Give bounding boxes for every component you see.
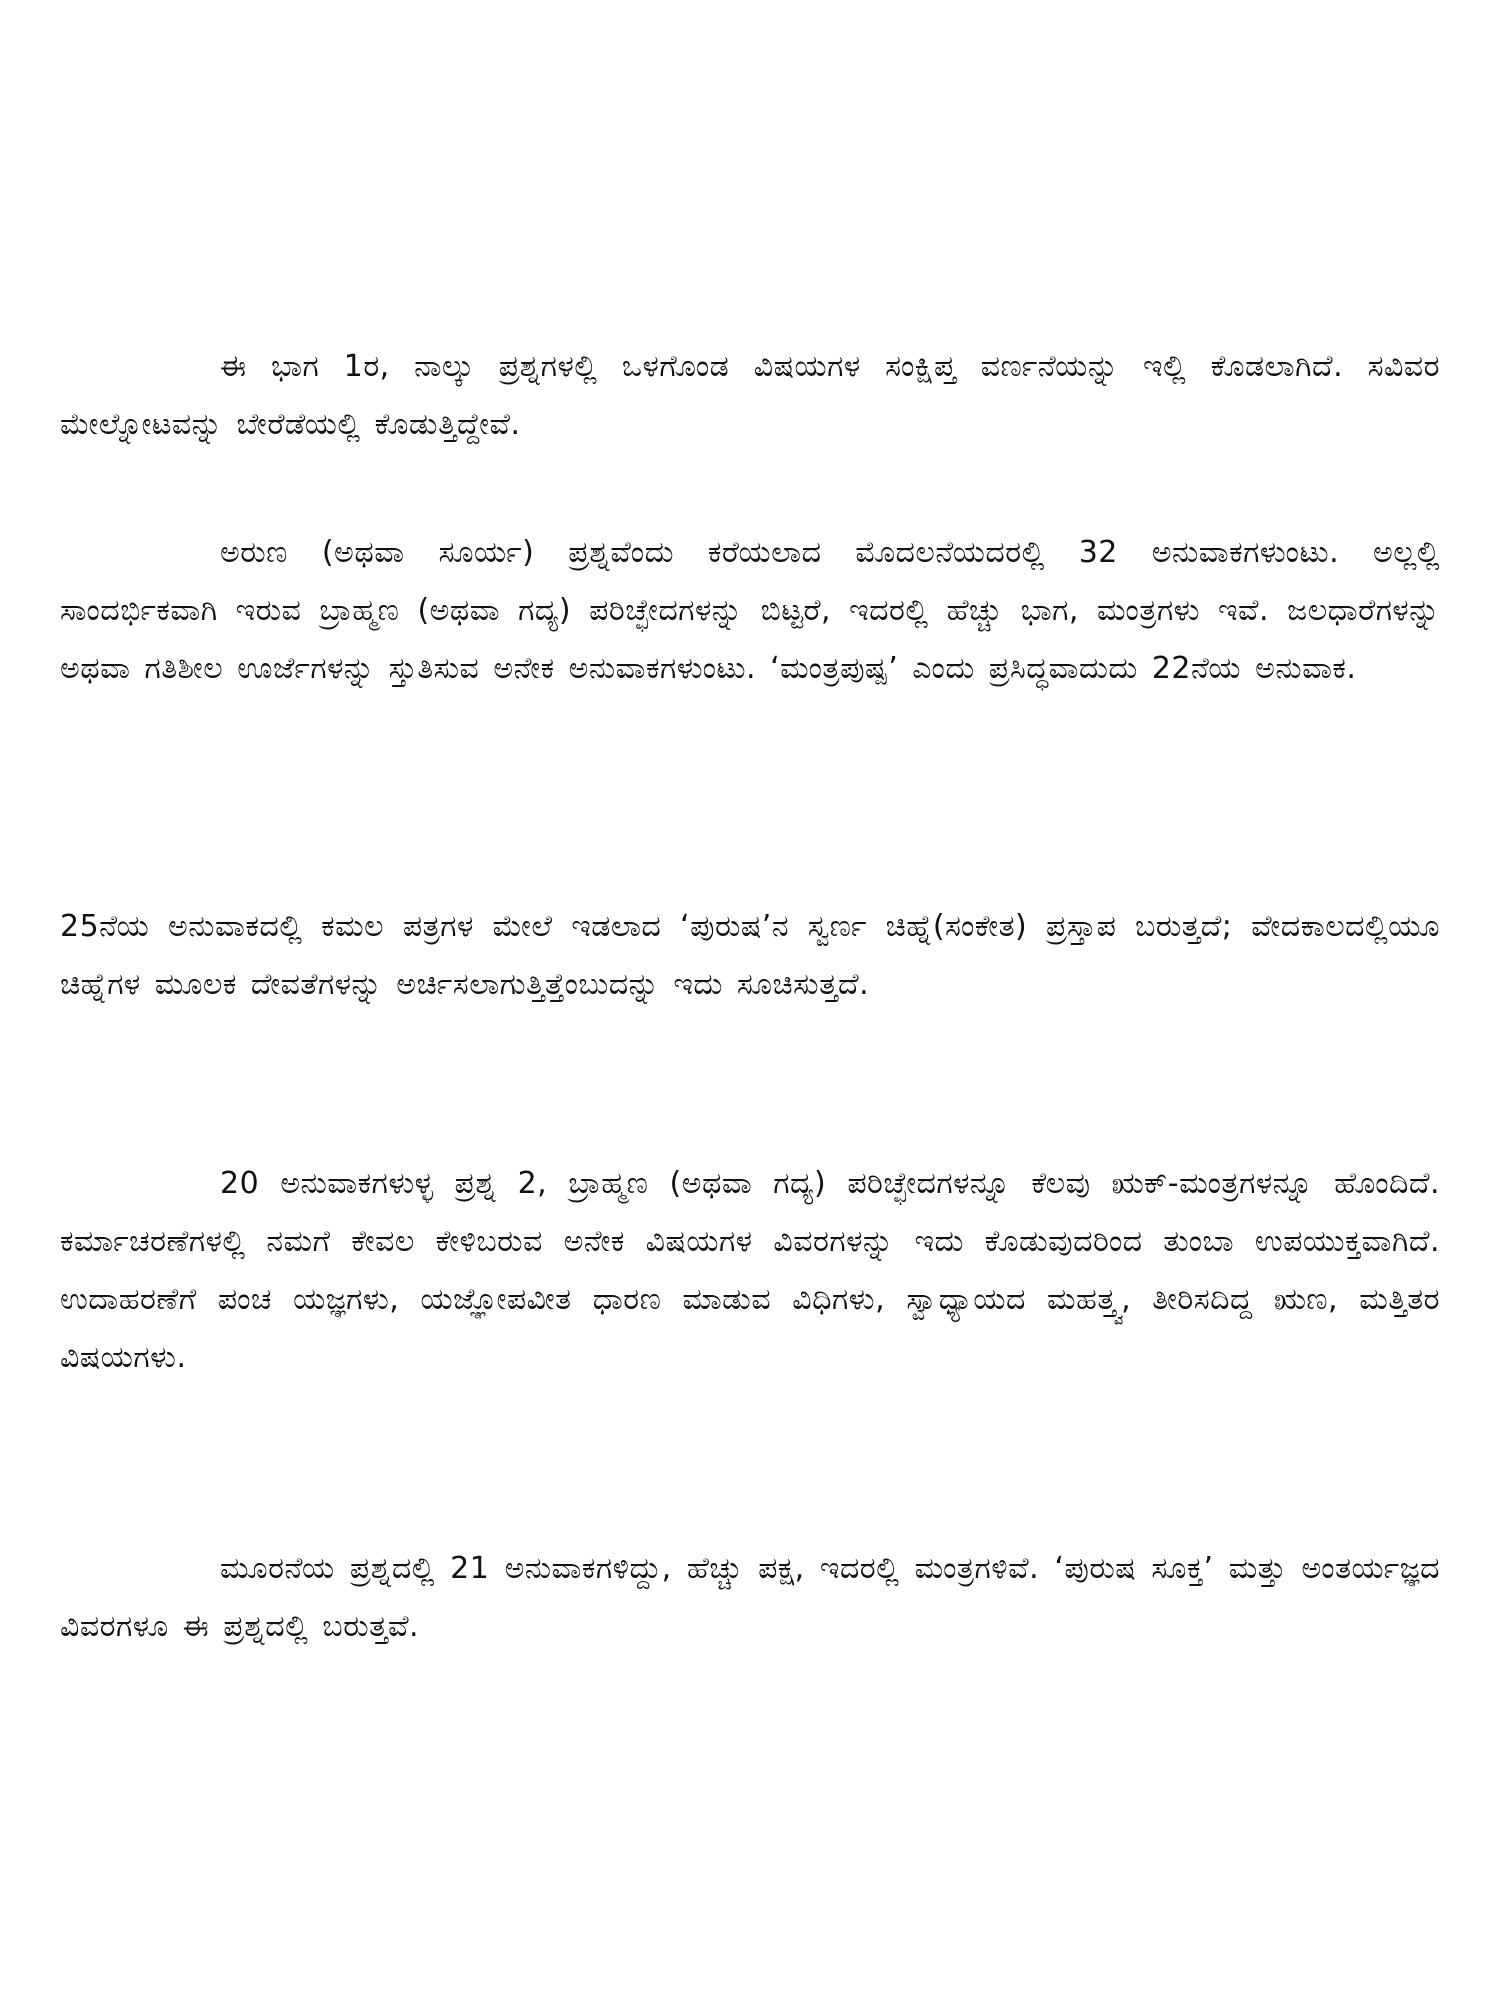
paragraph-aruna-prashna: ಅರುಣ (ಅಥವಾ ಸೂರ್ಯ) ಪ್ರಶ್ನವೆಂದು ಕರೆಯಲಾದ ಮೊದಲನೆಯದರಲ್ಲಿ 32 ಅನುವಾಕಗಳುಂಟು. ಅಲ್ಲಲ್ಲಿ ಸಾಂದರ್ಭಿಕವಾಗಿ ಇರುವ ಬ್ರಾಹ್ಮಣ (ಅಥವಾ ಗದ್ಯ) ಪರಿಚ್ಛೇದಗಳನ್ನು ಬಿಟ್ಟರೆ, ಇದರಲ್ಲಿ ಹೆಚ್ಚು ಭಾಗ, ಮಂತ್ರಗಳು ಇವೆ. ಜಲಧಾರೆಗಳನ್ನು ಅಥವಾ ಗತಿಶೀಲ ಊರ್ಜೆಗಳನ್ನು ಸ್ತುತಿಸುವ ಅನೇಕ ಅನುವಾಕಗಳುಂಟು. ‘ಮಂತ್ರಪುಷ್ಪ’ ಎಂದು ಪ್ರಸಿದ್ಧವಾದುದು 22ನೆಯ ಅನುವಾಕ. [60,535,1440,686]
paragraph-anuvaka-25: 25ನೆಯ ಅನುವಾಕದಲ್ಲಿ ಕಮಲ ಪತ್ರಗಳ ಮೇಲೆ ಇಡಲಾದ ‘ಪುರುಷ’ನ ಸ್ವರ್ಣ ಚಿಹ್ನೆ(ಸಂಕೇತ) ಪ್ರಸ್ತಾಪ ಬರುತ್ತದೆ; ವೇದಕಾಲದಲ್ಲಿಯೂ ಚಿಹ್ನೆಗಳ ಮೂಲಕ ದೇವತೆಗಳನ್ನು ಅರ್ಚಿಸಲಾಗುತ್ತಿತ್ತೆಂಬುದನ್ನು ಇದು ಸೂಚಿಸುತ್ತದೆ. [60,909,1440,1002]
paragraph-intro: ಈ ಭಾಗ 1ರ, ನಾಲ್ಕು ಪ್ರಶ್ನಗಳಲ್ಲಿ ಒಳಗೊಂಡ ವಿಷಯಗಳ ಸಂಕ್ಷಿಪ್ತ ವರ್ಣನೆಯನ್ನು ಇಲ್ಲಿ ಕೊಡಲಾಗಿದೆ. ಸವಿವರ ಮೇಲ್ನೋಟವನ್ನು ಬೇರೆಡೆಯಲ್ಲಿ ಕೊಡುತ್ತಿದ್ದೇವೆ. [60,349,1440,442]
paragraph-prashna-2: 20 ಅನುವಾಕಗಳುಳ್ಳ ಪ್ರಶ್ನ 2, ಬ್ರಾಹ್ಮಣ (ಅಥವಾ ಗದ್ಯ) ಪರಿಚ್ಛೇದಗಳನ್ನೂ ಕೆಲವು ಋಕ್-ಮಂತ್ರಗಳನ್ನೂ ಹೊಂದಿದೆ. ಕರ್ಮಾಚರಣೆಗಳಲ್ಲಿ ನಮಗೆ ಕೇವಲ ಕೇಳಿಬರುವ ಅನೇಕ ವಿಷಯಗಳ ವಿವರಗಳನ್ನು ಇದು ಕೊಡುವುದರಿಂದ ತುಂಬಾ ಉಪಯುಕ್ತವಾಗಿದೆ. ಉದಾಹರಣೆಗೆ ಪಂಚ ಯಜ್ಞಗಳು, ಯಜ್ಞೋಪವೀತ ಧಾರಣ ಮಾಡುವ ವಿಧಿಗಳು, ಸ್ವಾಧ್ಯಾಯದ ಮಹತ್ತ್ವ, ತೀರಿಸದಿದ್ದ ಋಣ, ಮತ್ತಿತರ ವಿಷಯಗಳು. [60,1166,1440,1375]
paragraph-prashna-3: ಮೂರನೆಯ ಪ್ರಶ್ನದಲ್ಲಿ 21 ಅನುವಾಕಗಳಿದ್ದು, ಹೆಚ್ಚು ಪಕ್ಷ, ಇದರಲ್ಲಿ ಮಂತ್ರಗಳಿವೆ. ‘ಪುರುಷ ಸೂಕ್ತ’ ಮತ್ತು ಅಂತರ್ಯಜ್ಞದ ವಿವರಗಳೂ ಈ ಪ್ರಶ್ನದಲ್ಲಿ ಬರುತ್ತವೆ. [60,1551,1440,1644]
